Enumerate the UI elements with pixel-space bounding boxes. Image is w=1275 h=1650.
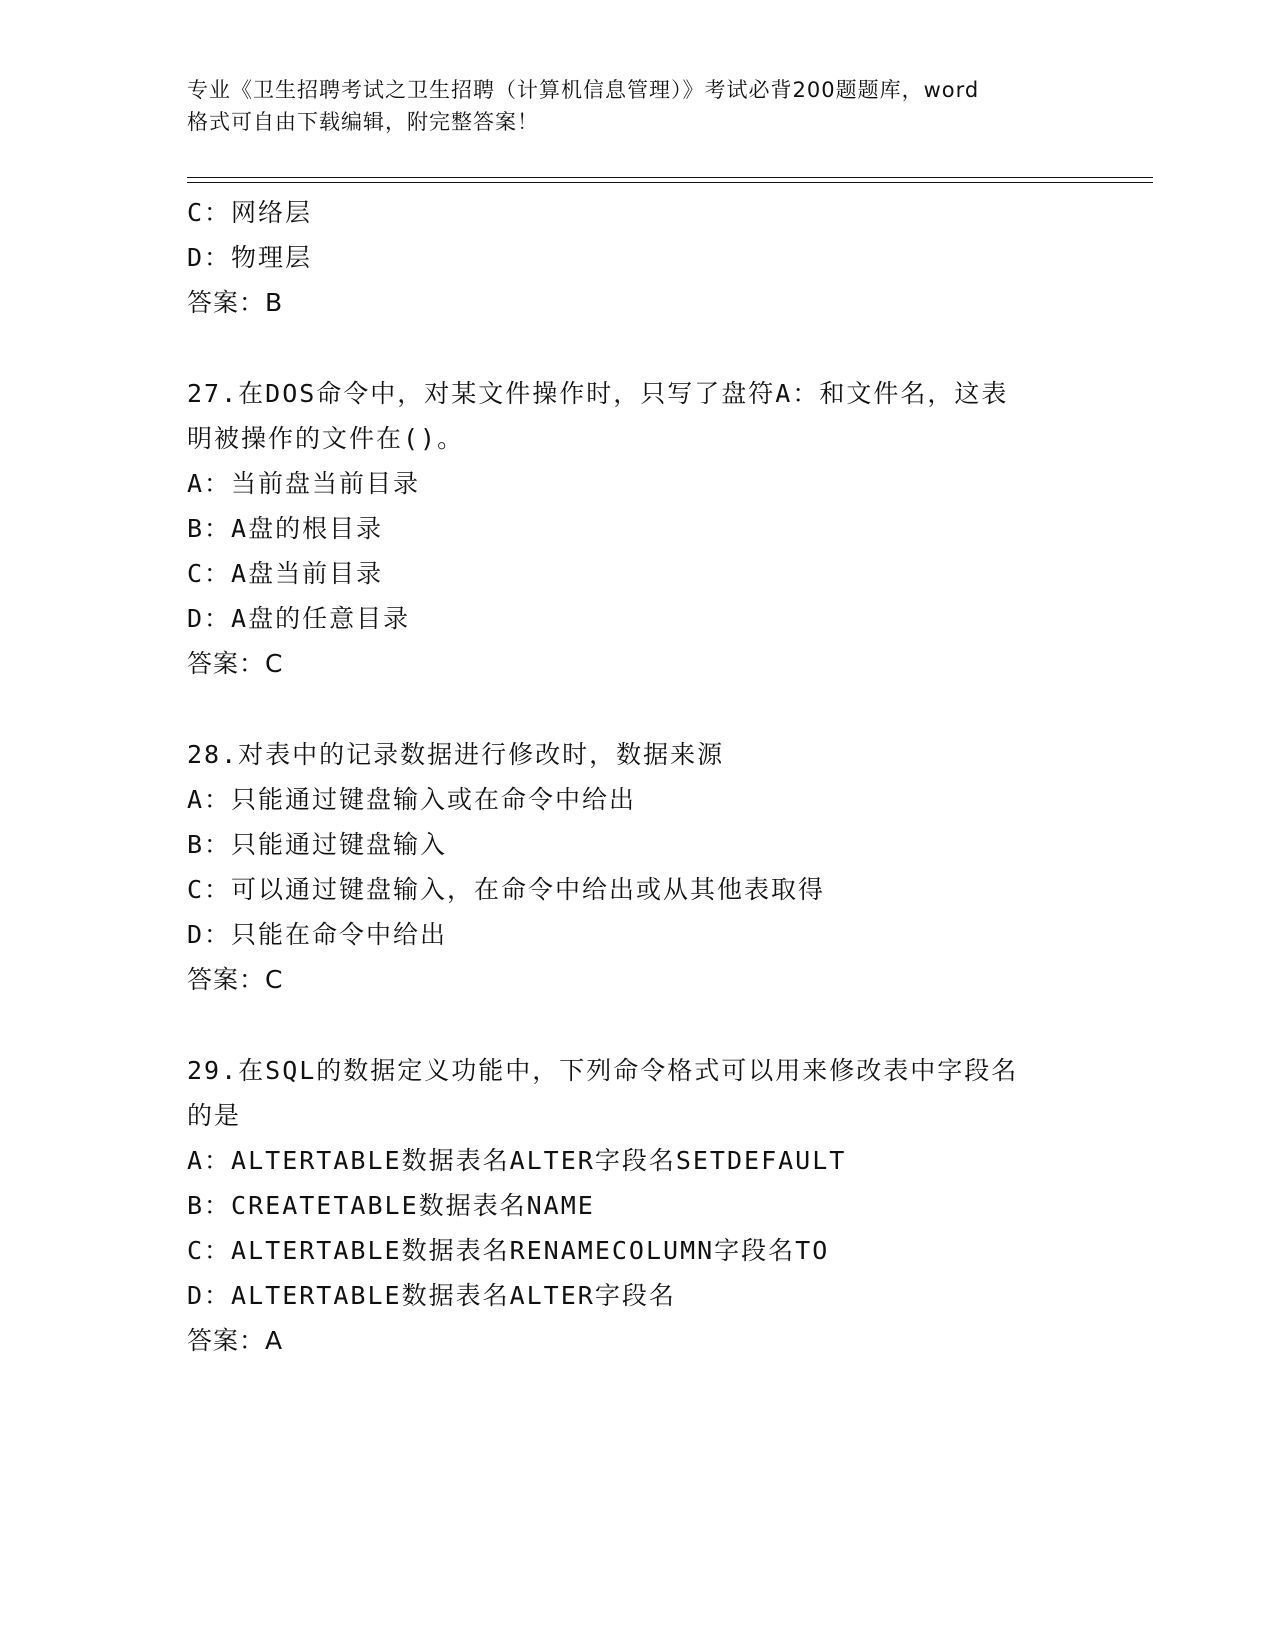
question-28 (187, 732, 1087, 1002)
document-header (187, 74, 1087, 138)
header-divider-top (187, 177, 1153, 178)
question-stem-line: 的是 (187, 1101, 242, 1130)
question-stem-line: 27.在DOS命令中，对某文件操作时，只写了盘符A：和文件名，这表 (187, 379, 1009, 408)
question-stem-line: 29.在SQL的数据定义功能中，下列命令格式可以用来修改表中字段名 (187, 1056, 1019, 1085)
option-d: D：物理层 (187, 243, 313, 272)
header-line-2: 格式可自由下载编辑，附完整答案！ (187, 110, 539, 134)
question-spacer (187, 1002, 1087, 1048)
option-b: B：A盘的根目录 (187, 514, 384, 543)
question-26-tail (187, 190, 1087, 325)
option-c: C：可以通过键盘输入，在命令中给出或从其他表取得 (187, 875, 826, 904)
question-stem-line: 28.对表中的记录数据进行修改时，数据来源 (187, 740, 725, 769)
option-c: C：ALTERTABLE数据表名RENAMECOLUMN字段名TO (187, 1236, 830, 1265)
option-a: A：只能通过键盘输入或在命令中给出 (187, 785, 637, 814)
answer-line: 答案：A (187, 1326, 284, 1355)
option-c: C：A盘当前目录 (187, 559, 384, 588)
question-27 (187, 371, 1087, 686)
option-b: B：只能通过键盘输入 (187, 830, 448, 859)
answer-line: 答案：C (187, 649, 284, 678)
question-list (187, 190, 1087, 1363)
answer-line: 答案：B (187, 288, 284, 317)
question-stem-line: 明被操作的文件在()。 (187, 424, 465, 453)
answer-line: 答案：C (187, 965, 284, 994)
question-29 (187, 1048, 1087, 1363)
option-a: A：ALTERTABLE数据表名ALTER字段名SETDEFAULT (187, 1146, 847, 1175)
option-c: C：网络层 (187, 198, 313, 227)
option-d: D：只能在命令中给出 (187, 920, 448, 949)
header-divider-bottom (187, 182, 1153, 183)
option-d: D：A盘的任意目录 (187, 604, 411, 633)
header-line-1: 专业《卫生招聘考试之卫生招聘（计算机信息管理）》考试必背200题题库，word (187, 78, 980, 102)
option-b: B：CREATETABLE数据表名NAME (187, 1191, 595, 1220)
question-spacer (187, 686, 1087, 732)
option-d: D：ALTERTABLE数据表名ALTER字段名 (187, 1281, 676, 1310)
question-spacer (187, 325, 1087, 371)
option-a: A：当前盘当前目录 (187, 469, 421, 498)
